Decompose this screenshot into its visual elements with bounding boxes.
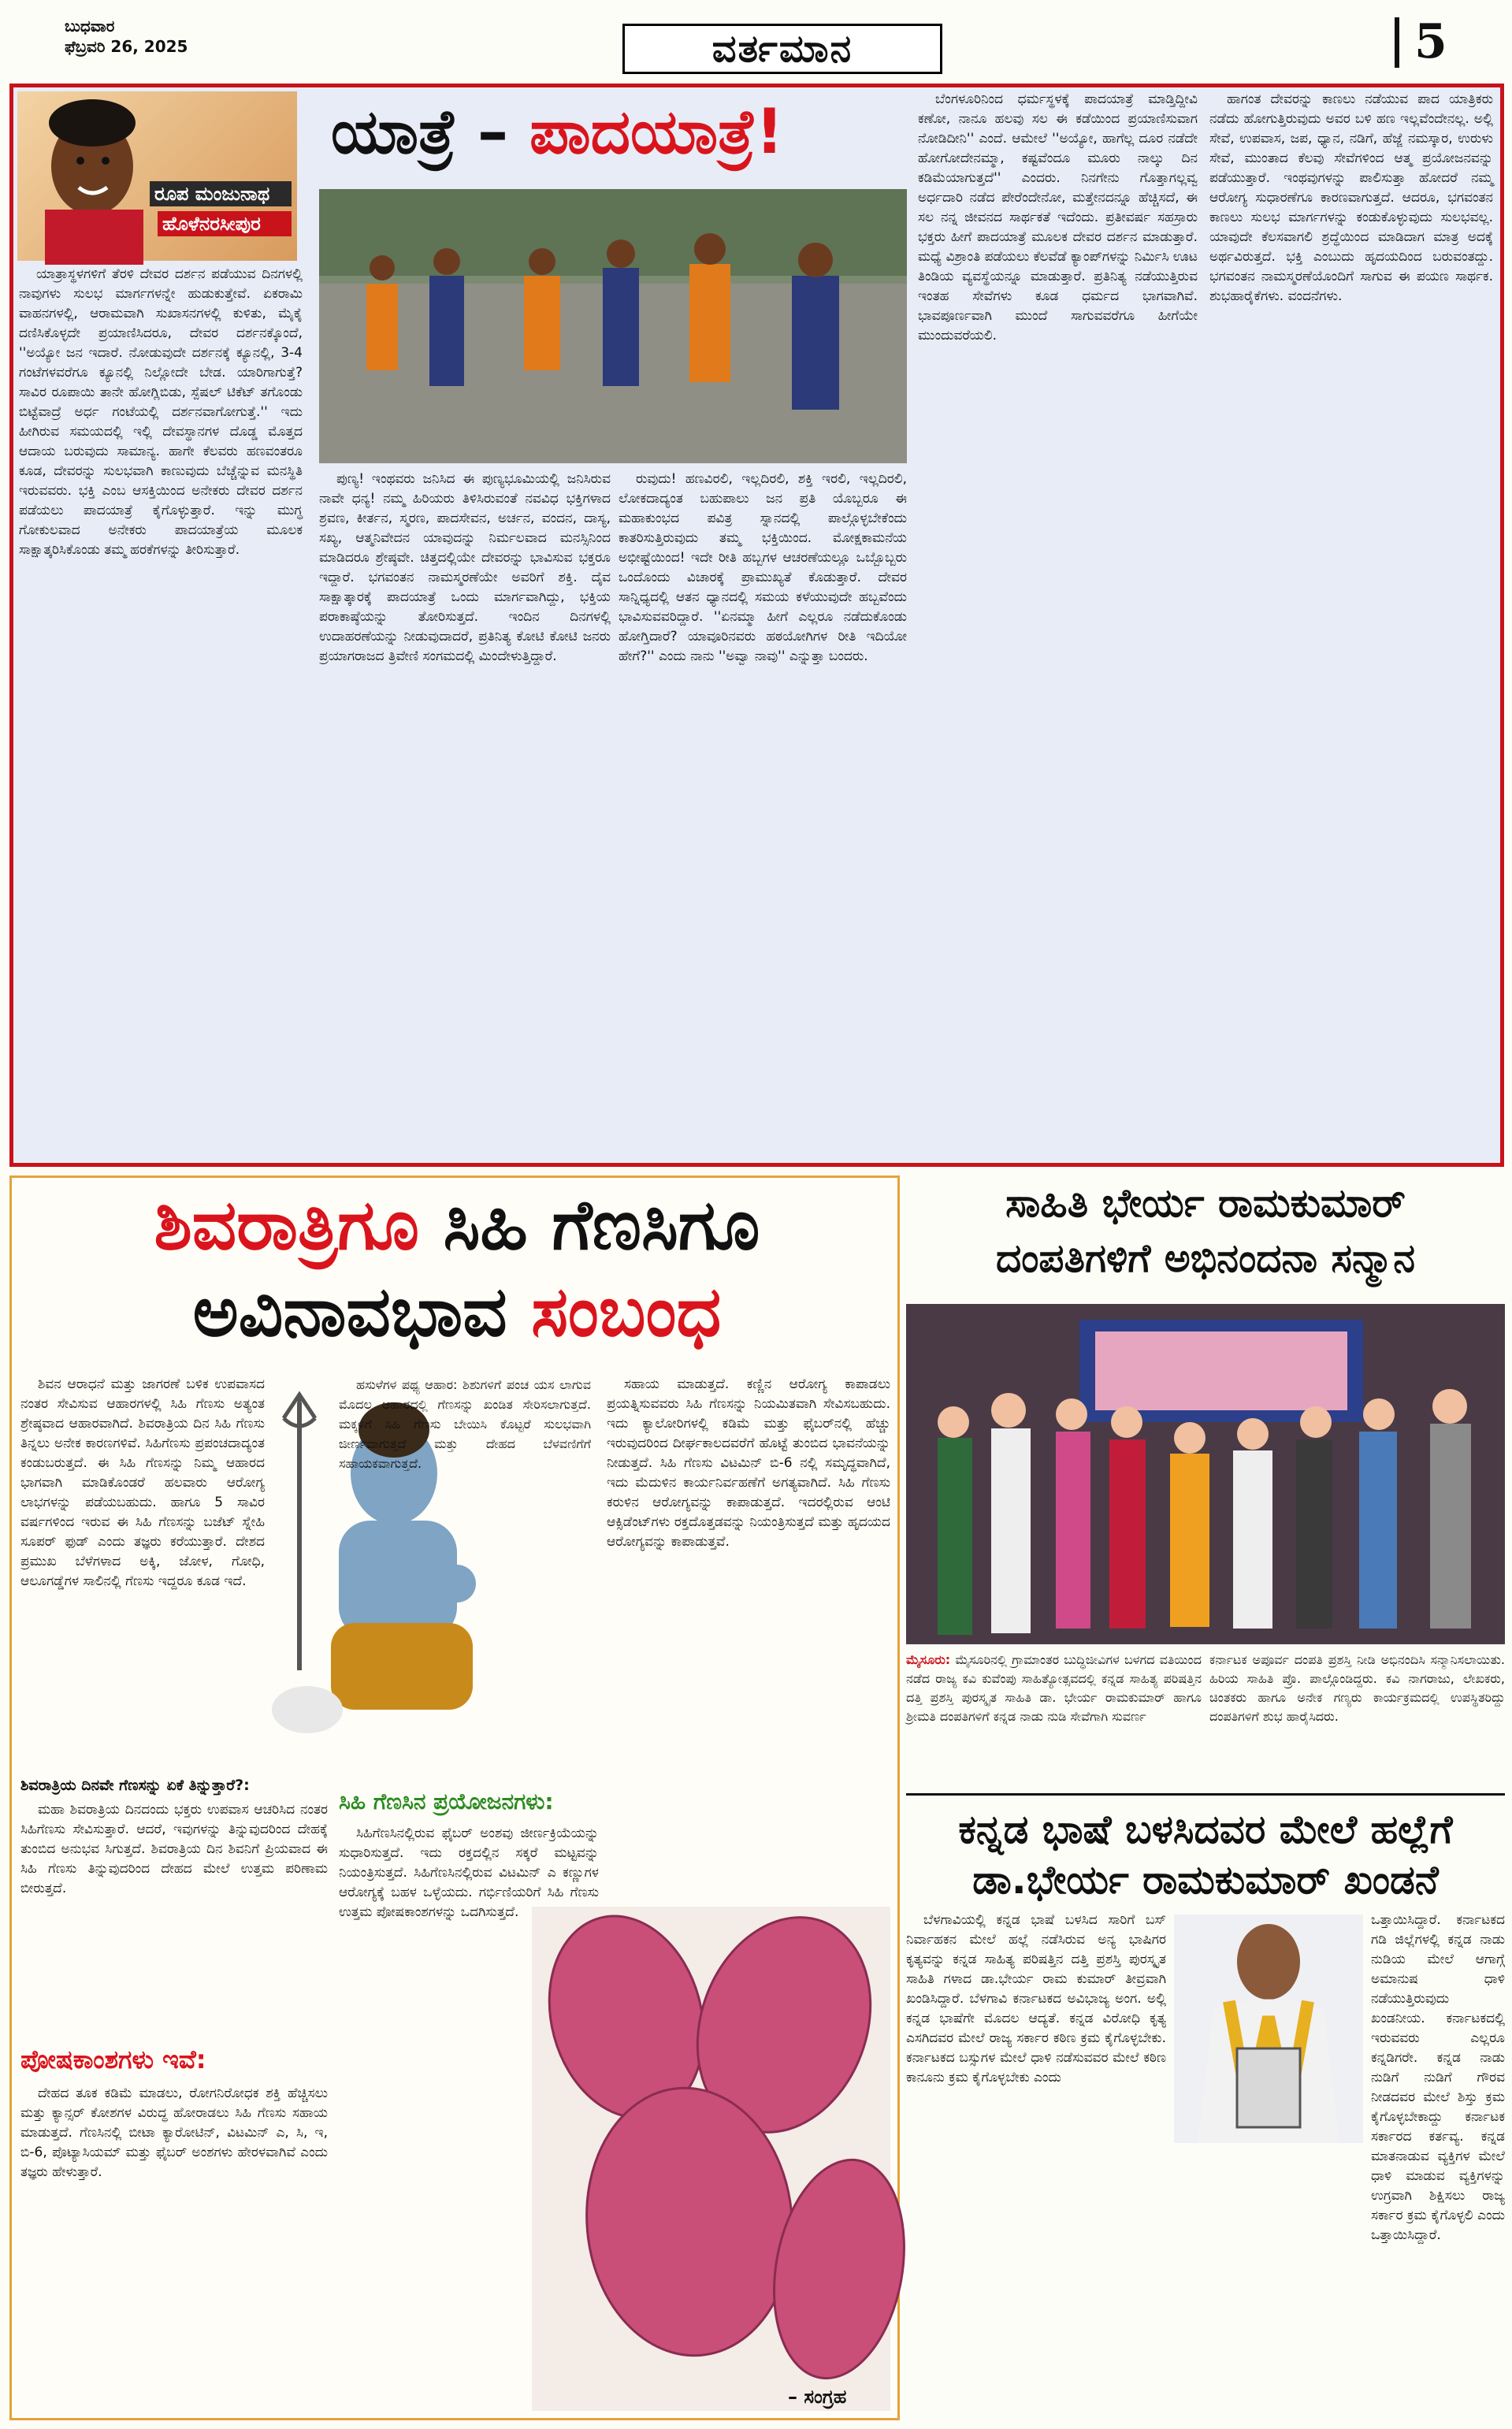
author-place: ಹೊಳೆನರಸೀಪುರ (158, 211, 292, 236)
article1-title-part2: ಪಾದಯಾತ್ರೆ! (529, 97, 784, 168)
pilgrims-walking-photo (319, 189, 907, 463)
article4-col1: ಬೆಳಗಾವಿಯಲ್ಲಿ ಕನ್ನಡ ಭಾಷೆ ಬಳಸಿದ ಸಾರಿಗೆ ಬಸ್ ನಿರ್ವಾಹಕನ ಮೇಲೆ ಹಲ್ಲೆ ನಡೆಸಿರುವ ಅನ್ಯ ಭಾಷಿಗರ ಕೃತ್ಯವನ್ನು ಕನ್ನಡ ಸಾಹಿತ್ಯ ಪರಿಷತ್ತಿನ ದತ್ತಿ ಪ್ರಶಸ್ತಿ ಪುರಸ್ಕೃತ ಸಾಹಿತಿ ಗಳಾದ ಡಾ.ಭೇರ್ಯ ರಾಮ ಕುಮಾರ್ ತೀವ್ರವಾಗಿ ಖಂಡಿಸಿದ್ದಾರೆ. ಬೆಳಗಾವಿ ಕರ್ನಾಟಕದ ಅವಿಭಾಜ್ಯ ಅಂಗ. ಅಲ್ಲಿ ಕನ್ನಡ ಭಾಷೆಗೇ ಮೊದಲ ಆದ್ಯತೆ. ಕನ್ನಡ ವಿರೋಧಿ ಕೃತ್ಯ ಎಸಗಿದವರ ಮೇಲೆ ರಾಜ್ಯ ಸರ್ಕಾರ ಕಠಿಣ ಕ್ರಮ ಕೈಗೊಳ್ಳಬೇಕು. ಕರ್ನಾಟಕದ ಬಸ್ಸುಗಳ ಮೇಲೆ ಧಾಳಿ ನಡೆಸುವವರ ಮೇಲೆ ಕಠಿಣ ಕಾನೂನು ಕ್ರಮ ಕೈಗೊಳ್ಳಬೇಕು ಎಂದು (906, 1912, 1166, 2085)
page-number: 5 (1414, 14, 1447, 69)
article2-title-word1: ಶಿವರಾತ್ರಿಗೂ (154, 1184, 419, 1265)
section-divider (906, 1793, 1505, 1796)
article4-title-line1: ಕನ್ನಡ ಭಾಷೆ ಬಳಸಿದವರ ಮೇಲೆ ಹಲ್ಲೆಗೆ (958, 1807, 1453, 1852)
article4-title (906, 1804, 1505, 1905)
page-number-divider (1395, 17, 1399, 68)
article3-title (906, 1176, 1505, 1286)
article1-col5: ಹಾಗಂತ ದೇವರನ್ನು ಕಾಣಲು ನಡೆಯುವ ಪಾದ ಯಾತ್ರಿಕರು ನಡೆದು ಹೋಗುತ್ತಿರುವುದು ಅವರ ಬಳಿ ಹಣ ಇಲ್ಲವೆಂದೇನಲ್ಲ. ಅಲ್ಲಿ ಸೇವೆ, ಉಪವಾಸ, ಜಪ, ಧ್ಯಾನ, ನಡಿಗೆ, ಹೆಜ್ಜೆ ನಮಸ್ಕಾರ, ಉರುಳು ಸೇವೆ, ಮುಂತಾದ ಕೆಲವು ಸೇವೆಗಳಿಂದ ಆತ್ಮ ಪ್ರಯೋಜನವನ್ನು ಪಡೆಯುತ್ತಾರೆ. ಇಂಥವುಗಳನ್ನು ಪಾಲಿಸುತ್ತಾ ಹೋದರೆ ನಮ್ಮ ಆರೋಗ್ಯ ಸುಧಾರಣೆಗೂ ಕಾರಣವಾಗುತ್ತದೆ. ಆದರೂ, ಭಗವಂತನ ಕಾಣಲು ಸುಲಭ ಮಾರ್ಗಗಳನ್ನು ಕಂಡುಕೊಳ್ಳುವುದು ಸುಲಭವಲ್ಲ. ಯಾವುದೇ ಕೆಲಸವಾಗಲಿ ಶ್ರದ್ಧೆಯಿಂದ ಮಾಡಿದಾಗ ಮಾತ್ರ ಅದಕ್ಕೆ ಅರ್ಥವಿರುತ್ತದೆ. ಭಕ್ತಿ ಎಂಬುದು ಹೃದಯದಿಂದ ಬರುವಂತದ್ದು. ಭಗವಂತನ ನಾಮಸ್ಮರಣೆಯೊಂದಿಗೆ ಸಾಗುವ ಈ ಪಯಣ ಸಾರ್ಥಕ. ಶುಭಹಾರೈಕೆಗಳು. ವಂದನೆಗಳು. (1209, 91, 1493, 304)
article2-col1b: ಮಹಾ ಶಿವರಾತ್ರಿಯ ದಿನದಂದು ಭಕ್ತರು ಉಪವಾಸ ಆಚರಿಸಿದ ನಂತರ ಸಿಹಿಗೆಣಸು ಸೇವಿಸುತ್ತಾರೆ. ಆದರೆ, ಇವುಗಳನ್ನು ತಿನ್ನುವುದರಿಂದ ದೇಹಕ್ಕೆ ತುಂಬಿದ ಅನುಭವ ಸಿಗುತ್ತದೆ. ಶಿವರಾತ್ರಿಯ ದಿನ ಶಿವನಿಗೆ ಪ್ರಿಯವಾದ ಈ ಸಿಹಿ ಗೆಣಸು ತಿನ್ನುವುದರಿಂದ ದೇಹದ ಮೇಲೆ ಉತ್ತಮ ಪರಿಣಾಮ ಬೀರುತ್ತದೆ. (20, 1802, 328, 1896)
issue-date-block (65, 16, 188, 57)
article3-col2: ಕರ್ನಾಟಕ ಅಪೂರ್ವ ದಂಪತಿ ಪ್ರಶಸ್ತಿ ನೀಡಿ ಅಭಿನಂದಿಸಿ ಸನ್ಮಾನಿಸಲಾಯಿತು. ಹಿರಿಯ ಸಾಹಿತಿ ಪ್ರೊ. ಪಾಲ್ಗೊಂಡಿದ್ದರು. ಕವಿ ನಾಗರಾಜು, ಲೇಖಕರು, ಚಿಂತಕರು ಹಾಗೂ ಅನೇಕ ಗಣ್ಯರು ಕಾರ್ಯಕ್ರಮದಲ್ಲಿ ಉಪಸ್ಥಿತರಿದ್ದು ದಂಪತಿಗಳಿಗೆ ಶುಭ ಹಾರೈಸಿದರು. (1209, 1652, 1505, 1724)
article2-col3: ಸಹಾಯ ಮಾಡುತ್ತದೆ. ಕಣ್ಣಿನ ಆರೋಗ್ಯ ಕಾಪಾಡಲು ಪ್ರಯತ್ನಿಸುವವರು ಸಿಹಿ ಗೆಣಸನ್ನು ನಿಯಮಿತವಾಗಿ ಸೇವಿಸಬಹುದು. ಇದು ಕ್ಯಾಲೋರಿಗಳಲ್ಲಿ ಕಡಿಮೆ ಮತ್ತು ಫೈಬರ್‌ನಲ್ಲಿ ಹೆಚ್ಚು ಇರುವುದರಿಂದ ದೀರ್ಘಕಾಲದವರೆಗೆ ಹೊಟ್ಟೆ ತುಂಬಿದ ಭಾವನೆಯನ್ನು ನೀಡುತ್ತದೆ. ಸಿಹಿ ಗೆಣಸು ವಿಟಮಿನ್ ಬಿ-6 ನಲ್ಲಿ ಸಮೃದ್ಧವಾಗಿದೆ, ಇದು ಮೆದುಳಿನ ಕಾರ್ಯನಿರ್ವಹಣೆಗೆ ಅಗತ್ಯವಾಗಿದೆ. ಸಿಹಿ ಗೆಣಸು ಕರುಳಿನ ಆರೋಗ್ಯವನ್ನು ಕಾಪಾಡುತ್ತದೆ. ಇದರಲ್ಲಿರುವ ಆಂಟಿ ಆಕ್ಸಿಡೆಂಟ್‌ಗಳು ರಕ್ತದೊತ್ತಡವನ್ನು ನಿಯಂತ್ರಿಸುತ್ತದೆ ಮತ್ತು ಹೃದಯದ ಆರೋಗ್ಯವನ್ನು ಕಾಪಾಡುತ್ತವೆ. (607, 1376, 890, 1550)
article4-title-line2: ಡಾ.ಭೇರ್ಯ ರಾಮಕುಮಾರ್ ಖಂಡನೆ (972, 1857, 1439, 1903)
issue-date: ಫೆಬ್ರವರಿ 26, 2025 (65, 37, 188, 56)
author-name: ರೂಪ ಮಂಜುನಾಥ (150, 181, 292, 206)
article2-col1c: ದೇಹದ ತೂಕ ಕಡಿಮೆ ಮಾಡಲು, ರೋಗನಿರೋಧಕ ಶಕ್ತಿ ಹೆಚ್ಚಿಸಲು ಮತ್ತು ಕ್ಯಾನ್ಸರ್ ಕೋಶಗಳ ವಿರುದ್ಧ ಹೋರಾಡಲು ಸಿಹಿ ಗೆಣಸು ಸಹಾಯ ಮಾಡುತ್ತದೆ. ಗೆಣಸಿನಲ್ಲಿ ಬೀಟಾ ಕ್ಯಾರೋಟಿನ್, ವಿಟಮಿನ್ ಎ, ಸಿ, ಇ, ಬಿ-6, ಪೊಟ್ಯಾಸಿಯಮ್ ಮತ್ತು ಫೈಬರ್ ಅಂಶಗಳು ಹೇರಳವಾಗಿವೆ ಎಂದು ತಜ್ಞರು ಹೇಳುತ್ತಾರೆ. (20, 2085, 328, 2180)
article2-credit: – ಸಂಗ್ರಹ (788, 2386, 847, 2408)
article2-title-word2: ಸಿಹಿ ಗೆಣಸಿಗೂ (418, 1184, 760, 1265)
article2-col1: ಶಿವನ ಆರಾಧನೆ ಮತ್ತು ಜಾಗರಣೆ ಬಳಿಕ ಉಪವಾಸದ ನಂತರ ಸೇವಿಸುವ ಆಹಾರಗಳಲ್ಲಿ ಸಿಹಿ ಗೆಣಸು ಅತ್ಯಂತ ಶ್ರೇಷ್ಠವಾದ ಆಹಾರವಾಗಿದೆ. ಶಿವರಾತ್ರಿಯ ದಿನ ಸಿಹಿ ಗೆಣಸು ತಿನ್ನಲು ಅನೇಕ ಕಾರಣಗಳಿವೆ. ಸಿಹಿಗೆಣಸು ಪ್ರಪಂಚದಾದ್ಯಂತ ಕಂಡುಬರುತ್ತದೆ. ಈ ಸಿಹಿ ಗೆಣಸನ್ನು ನಿಮ್ಮ ಆಹಾರದ ಭಾಗವಾಗಿ ಮಾಡಿಕೊಂಡರೆ ಹಲವಾರು ಆರೋಗ್ಯ ಲಾಭಗಳನ್ನು ಪಡೆಯಬಹುದು. ಹಾಗೂ 5 ಸಾವಿರ ವರ್ಷಗಳಿಂದ ಇರುವ ಈ ಸಿಹಿ ಗೆಣಸನ್ನು ಬಜೆಟ್ ಸ್ನೇಹಿ ಸೂಪರ್ ಫುಡ್ ಎಂದು ತಜ್ಞರು ಕರೆಯುತ್ತಾರೆ. ದೇಶದ ಪ್ರಮುಖ ಬೆಳೆಗಳಾದ ಅಕ್ಕಿ, ಜೋಳ, ಗೋಧಿ, ಆಲೂಗಡ್ಡೆಗಳ ಸಾಲಿನಲ್ಲಿ ಗೆಣಸು ಇದ್ದರೂ ಕೂಡ ಇದೆ. (20, 1376, 265, 1589)
article3-title-line1: ಸಾಹಿತಿ ಭೇರ್ಯ ರಾಮಕುಮಾರ್ (1005, 1180, 1406, 1226)
sweet-potatoes-icon (532, 1907, 890, 2411)
article1-col4: ಬೆಂಗಳೂರಿನಿಂದ ಧರ್ಮಸ್ಥಳಕ್ಕೆ ಪಾದಯಾತ್ರೆ ಮಾಡ್ತಿದ್ದೀವಿ ಕಣೋ, ನಾನೂ ಹಲವು ಸಲ ಈ ಕಡೆಯಿಂದ ಪ್ರಯಾಣಿಸುವಾಗ ನೋಡಿದೀನಿ'' ಎಂದೆ. ಆಮೇಲೆ ''ಅಯ್ಯೋ, ಹಾಗೆಲ್ಲ ದೂರ ನಡೆದೇ ಹೋಗೋದೇನಮ್ಮಾ, ಕಷ್ಟವೆಂದೂ ಮೂರು ನಾಲ್ಕು ದಿನ ಕಡಿಮೆಯಾಗುತ್ತದೆ'' ಎಂದರು. ನಿನಗೇನು ಗೊತ್ತಾಗಲ್ಲವ್ವ ಅರ್ಧದಾರಿ ನಡೆದ ಪೇರೆಂದೇನೋ, ಮತ್ತೇನದನ್ನೂ ಹೆಚ್ಚಿಸದೆ, ಈ ಸಲ ನನ್ನ ಜೀವನದ ಸಾರ್ಥಕತೆ ಇದೆಂದು. ಪ್ರತೀವರ್ಷ ಸಹಸ್ರಾರು ಭಕ್ತರು ಹೀಗೆ ಪಾದಯಾತ್ರೆ ಮೂಲಕ ದೇವರ ದರ್ಶನ ಮಾಡುತ್ತಾರೆ. ಮಧ್ಯೆ ವಿಶ್ರಾಂತಿ ಪಡೆಯಲು ಕೆಲವೆಡೆ ಕ್ಯಾಂಪ್‌ಗಳನ್ನು ನಿರ್ಮಿಸಿ ಊಟ ತಿಂಡಿಯ ವ್ಯವಸ್ಥೆಯನ್ನೂ ಮಾಡುತ್ತಾರೆ. ಪ್ರತಿನಿತ್ಯ ನಡೆಯುತ್ತಿರುವ ಇಂತಹ ಸೇವೆಗಳು ಕೂಡ ಧರ್ಮದ ಭಾಗವಾಗಿವೆ. ಭಾವಪೂರ್ಣವಾಗಿ ಮುಂದೆ ಸಾಗುವವರೆಗೂ ಹೀಗೆಯೇ ಮುಂದುವರೆಯಲಿ. (918, 91, 1198, 344)
article1-col3: ರುವುದು! ಹಣವಿರಲಿ, ಇಲ್ಲದಿರಲಿ, ಶಕ್ತಿ ಇರಲಿ, ಇಲ್ಲದಿರಲಿ, ಲೋಕದಾದ್ಯಂತ ಬಹುಪಾಲು ಜನ ಪ್ರತಿ ಯೊಬ್ಬರೂ ಈ ಮಹಾಕುಂಭದ ಪವಿತ್ರ ಸ್ನಾನದಲ್ಲಿ ಪಾಲ್ಗೊಳ್ಳಬೇಕೆಂದು ಕಾತರಿಸುತ್ತಿರುವುದು ತಮ್ಮ ಭಕ್ತಿಯಿಂದ. ಮೋಕ್ಷಕಾಮನೆಯ ಅಭೀಷ್ಟೆಯಿಂದ! ಇದೇ ರೀತಿ ಹಬ್ಬಗಳ ಆಚರಣೆಯಲ್ಲೂ ಒಬ್ಬೊಬ್ಬರು ಒಂದೊಂದು ವಿಚಾರಕ್ಕೆ ಪ್ರಾಮುಖ್ಯತೆ ಕೊಡುತ್ತಾರೆ. ದೇವರ ಸಾನ್ನಿಧ್ಯದಲ್ಲಿ ಆತನ ಧ್ಯಾನದಲ್ಲಿ ಸಮಯ ಕಳೆಯುವುದೇ ಹಬ್ಬವೆಂದು ಭಾವಿಸುವವರಿದ್ದಾರೆ. ''ಏನಮ್ಮಾ ಹೀಗೆ ಎಲ್ಲರೂ ನಡೆದುಕೊಂಡು ಹೋಗ್ತಿದಾರೆ? ಯಾವೂರಿನವರು ಹಠಯೋಗಿಗಳ ರೀತಿ ಇದಿಯೋ ಹೇಗೆ?'' ಎಂದು ನಾನು ''ಅವ್ವಾ ನಾವು'' ಎನ್ನುತ್ತಾ ಬಂದರು. (619, 471, 907, 664)
article1-title (331, 93, 783, 172)
felicitation-group-icon (906, 1304, 1505, 1644)
article2-sub-benefits: ಸಿಹಿ ಗೆಣಸಿನ ಪ್ರಯೋಜನಗಳು: (339, 1788, 554, 1814)
article3-col1: ಮೈಸೂರು: ಮೈಸೂರಿನಲ್ಲಿ ಗ್ರಾಮಾಂತರ ಬುದ್ಧಿಜೀವಿಗಳ ಬಳಗದ ವತಿಯಿಂದ ನಡೆದ ರಾಜ್ಯ ಕವಿ ಕುವೆಂಪು ಸಾಹಿತ್ಯೋತ್ಸವದಲ್ಲಿ ಕನ್ನಡ ಸಾಹಿತ್ಯ ಪರಿಷತ್ತಿನ ದತ್ತಿ ಪ್ರಶಸ್ತಿ ಪುರಸ್ಕೃತ ಸಾಹಿತಿ ಡಾ. ಭೇರ್ಯ ರಾಮಕುಮಾರ್ ಹಾಗೂ ಶ್ರೀಮತಿ ದಂಪತಿಗಳಿಗೆ ಕನ್ನಡ ನಾಡು ನುಡಿ ಸೇವೆಗಾಗಿ ಸುವರ್ಣ (906, 1652, 1202, 1724)
article2-sub-question: ಶಿವರಾತ್ರಿಯ ದಿನವೇ ಗೆಣಸನ್ನು ಏಕೆ ತಿನ್ನುತ್ತಾರೆ?: (20, 1777, 250, 1794)
issue-day: ಬುಧವಾರ (65, 17, 115, 35)
article2-title (24, 1182, 890, 1355)
ramkumar-photo (1174, 1915, 1363, 2143)
article2-title-word3: ಅವಿನಾವಭಾವ (192, 1271, 532, 1352)
ramkumar-portrait-icon (1174, 1915, 1363, 2143)
article1-col2: ಪುಣ್ಯ! ಇಂಥವರು ಜನಿಸಿದ ಈ ಪುಣ್ಯಭೂಮಿಯಲ್ಲಿ ಜನಿಸಿರುವ ನಾವೇ ಧನ್ಯ! ನಮ್ಮ ಹಿರಿಯರು ತಿಳಿಸಿರುವಂತೆ ನವವಿಧ ಭಕ್ತಿಗಳಾದ ಶ್ರವಣ, ಕೀರ್ತನ, ಸ್ಮರಣ, ಪಾದಸೇವನ, ಅರ್ಚನ, ವಂದನ, ದಾಸ್ಯ, ಸಖ್ಯ, ಆತ್ಮನಿವೇದನ ಯಾವುದನ್ನು ನಿರ್ಮಲವಾದ ಮನಸ್ಸಿನಿಂದ ಮಾಡಿದರೂ ಶ್ರೇಷ್ಠವೇ. ಚಿತ್ತದಲ್ಲಿಯೇ ದೇವರನ್ನು ಭಾವಿಸುವ ಭಕ್ತರೂ ಇದ್ದಾರೆ. ಭಗವಂತನ ನಾಮಸ್ಮರಣೆಯೇ ಅವರಿಗೆ ಶಕ್ತಿ. ದೈವ ಸಾಕ್ಷಾತ್ಕಾರಕ್ಕೆ ಪಾದಯಾತ್ರೆ ಒಂದು ಮಾರ್ಗವಾಗಿದ್ದು, ಭಕ್ತಿಯ ಪರಾಕಾಷ್ಠೆಯನ್ನು ತೋರಿಸುತ್ತದೆ. ಇಂದಿನ ದಿನಗಳಲ್ಲಿ ಉದಾಹರಣೆಯನ್ನು ನೀಡುವುದಾದರೆ, ಪ್ರತಿನಿತ್ಯ ಕೋಟಿ ಕೋಟಿ ಜನರು ಪ್ರಯಾಗರಾಜದ ತ್ರಿವೇಣಿ ಸಂಗಮದಲ್ಲಿ ಮಿಂದೇಳುತ್ತಿದ್ದಾರೆ. (319, 471, 611, 664)
sweet-potato-photo (532, 1907, 890, 2411)
masthead-logo: ವರ್ತಮಾನ (622, 24, 942, 74)
article1-col1: ಯಾತ್ರಾಸ್ಥಳಗಳಿಗೆ ತೆರಳಿ ದೇವರ ದರ್ಶನ ಪಡೆಯುವ ದಿನಗಳಲ್ಲಿ ನಾವುಗಳು ಸುಲಭ ಮಾರ್ಗಗಳನ್ನೇ ಹುಡುಕುತ್ತೇವೆ. ಏಕರಾಮಿ ವಾಹನಗಳಲ್ಲಿ, ಆರಾಮವಾಗಿ ಸುಖಾಸನಗಳಲ್ಲಿ ಕುಳಿತು, ಮೈಕೈ ದಣಿಸಿಕೊಳ್ಳದೇ ಪ್ರಯಾಣಿಸಿದರೂ, ದೇವರ ದರ್ಶನಕ್ಕೊಂದೆ, ''ಅಯ್ಯೋ ಜನ ಇದಾರೆ. ನೋಡುವುದೇ ದರ್ಶನಕ್ಕೆ ಕ್ಯೂನಲ್ಲಿ, 3-4 ಗಂಟೆಗಳವರೆಗೂ ಕ್ಯೂನಲ್ಲಿ ನಿಲ್ಲೋದೇ ಬೇಡ. ಯಾರಿಗಾಗುತ್ತೆ? ಸಾವಿರ ರೂಪಾಯಿ ತಾನೇ ಹೋಗ್ಲಿಬಿಡು, ಸ್ಪೆಷಲ್ ಟಿಕೆಟ್ ತಗೊಂಡು ಬಿಟ್ಟೆವಾದ್ರೆ ಅರ್ಧ ಗಂಟೆಯಲ್ಲಿ ದರ್ಶನವಾಗೋಗುತ್ತೆ.'' ಇದು ಹೀಗಿರುವ ಸಮಯದಲ್ಲಿ ಇಲ್ಲಿ ದೇವಸ್ಥಾನಗಳ ದೊಡ್ಡ ಮೊತ್ತದ ಆದಾಯ ಬರುವುದು ಸಾಮಾನ್ಯ. ಹಾಗೇ ಕೆಲವರು ಹಣವಂತರೂ ಕೂಡ, ದೇವರನ್ನು ಸುಲಭವಾಗಿ ಕಾಣುವುದು ಬೆಚ್ಚೆನ್ನುವ ಮನಸ್ಥಿತಿ ಇರುವವರು. ಭಕ್ತಿ ಎಂಬ ಆಸಕ್ತಿಯಿಂದ ಅನೇಕರು ದೇವರ ದರ್ಶನ ಪಡೆಯಲು ಪಾದಯಾತ್ರೆ ಕೈಗೊಳ್ಳುತ್ತಾರೆ. ಇನ್ನು ಮುಗ್ಧ ಗೋಕುಲವಾದ ಅನೇಕರು ಪಾದಯಾತ್ರೆಯ ಮೂಲಕ ಸಾಕ್ಷಾತ್ಕರಿಸಿಕೊಂಡು ತಮ್ಮ ಹರಕೆಗಳನ್ನು ತೀರಿಸುತ್ತಾರೆ. (19, 266, 303, 558)
article4-col2: ಒತ್ತಾಯಿಸಿದ್ದಾರೆ. ಕರ್ನಾಟಕದ ಗಡಿ ಜಿಲ್ಲೆಗಳಲ್ಲಿ ಕನ್ನಡ ನಾಡು ನುಡಿಯ ಮೇಲೆ ಆಗಾಗ್ಗೆ ಅಮಾನುಷ ಧಾಳಿ ನಡೆಯುತ್ತಿರುವುದು ಖಂಡನೀಯ. ಕರ್ನಾಟಕದಲ್ಲಿ ಇರುವವರು ಎಲ್ಲರೂ ಕನ್ನಡಿಗರೇ. ಕನ್ನಡ ನಾಡು ನುಡಿಗೆ ನುಡಿಗೆ ಗೌರವ ನೀಡದವರ ಮೇಲೆ ಶಿಸ್ತು ಕ್ರಮ ಕೈಗೊಳ್ಳಬೇಕಾದ್ದು ಕರ್ನಾಟಕ ಸರ್ಕಾರದ ಕರ್ತವ್ಯ. ಕನ್ನಡ ಮಾತನಾಡುವ ವ್ಯಕ್ತಿಗಳ ಮೇಲೆ ಧಾಳಿ ಮಾಡುವ ವ್ಯಕ್ತಿಗಳನ್ನು ಉಗ್ರವಾಗಿ ಶಿಕ್ಷಿಸಲು ರಾಜ್ಯ ಸರ್ಕಾರ ಕ್ರಮ ಕೈಗೊಳ್ಳಲಿ ಎಂದು ಒತ್ತಾಯಿಸಿದ್ದಾರೆ. (1371, 1912, 1505, 2243)
article2-title-word4: ಸಂಬಂಧ (531, 1271, 722, 1352)
article2-sub-nutrients: ಪೋಷಕಾಂಶಗಳು ಇವೆ: (20, 2045, 206, 2074)
article2-col2b: ಸಿಹಿಗೆಣಸಿನಲ್ಲಿರುವ ಫೈಬರ್ ಅಂಶವು ಜೀರ್ಣಕ್ರಿಯೆಯನ್ನು ಸುಧಾರಿಸುತ್ತದೆ. ಇದು ರಕ್ತದಲ್ಲಿನ ಸಕ್ಕರೆ ಮಟ್ಟವನ್ನು ನಿಯಂತ್ರಿಸುತ್ತದೆ. ಸಿಹಿಗೆಣಸಿನಲ್ಲಿರುವ ವಿಟಮಿನ್ ಎ ಕಣ್ಣುಗಳ ಆರೋಗ್ಯಕ್ಕೆ ಬಹಳ ಒಳ್ಳೆಯದು. ಗರ್ಭಿಣಿಯರಿಗೆ ಸಿಹಿ ಗೆಣಸು ಉತ್ತಮ ಪೋಷಕಾಂಶಗಳನ್ನು ಒದಗಿಸುತ್ತದೆ. (339, 1825, 599, 1920)
pilgrims-illustration-icon (319, 189, 907, 463)
felicitation-photo (906, 1304, 1505, 1644)
article3-caption-place: ಮೈಸೂರು: (906, 1652, 951, 1667)
article2-col2: ಹಸುಳೆಗಳ ಪಥ್ಯ ಆಹಾರ: ಶಿಶುಗಳಿಗೆ ಪಂಚ ಯಸ ಲಾಗುವ ಮೊದಲ ಆಹಾರದಲ್ಲಿ ಗೆಣಸನ್ನು ಖಂಡಿತ ಸೇರಿಸಲಾಗುತ್ತದೆ. ಮಕ್ಕಳಿಗೆ ಸಿಹಿ ಗೆಣಸು ಬೇಯಿಸಿ ಕೊಟ್ಟರೆ ಸುಲಭವಾಗಿ ಜೀರ್ಣವಾಗುತ್ತದೆ ಮತ್ತು ದೇಹದ ಬೆಳವಣಿಗೆಗೆ ಸಹಾಯಕವಾಗುತ್ತದೆ. (339, 1377, 591, 1471)
article3-title-line2: ದಂಪತಿಗಳಿಗೆ ಅಭಿನಂದನಾ ಸನ್ಮಾನ (995, 1235, 1415, 1281)
article1-title-part1: ಯಾತ್ರೆ – (331, 97, 530, 168)
